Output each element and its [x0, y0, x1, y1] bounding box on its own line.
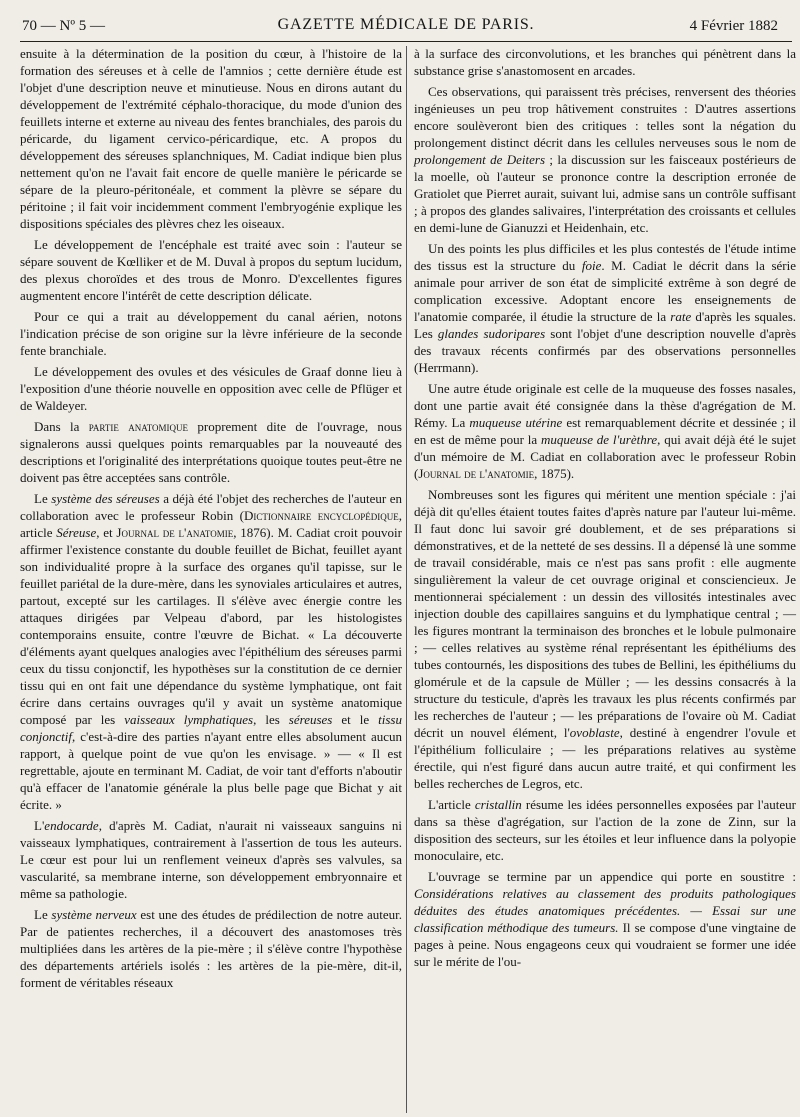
right-column	[414, 45, 796, 974]
header-rule	[20, 41, 792, 42]
page-number: 70 — Nº 5 —	[22, 18, 105, 34]
article-paragraph: Une autre étude originale est celle de la muqueuse des fosses nasales, dont une partie avait été consignée dans la thèse d'agrégation de M. Rémy. La muqueuse utérine est remarquablement décrite et dessinée ; il en est de même pour la muqueuse de l'urèthre, qui avait déjà été le sujet d'un mémoire de M. Cadiat en collaboration avec le professeur Robin (Journal de l'anatomie, 1875).	[414, 381, 797, 481]
article-paragraph: Le développement des ovules et des vésicules de Graaf donne lieu à l'exposition d'une théorie nouvelle en opposition avec celle de Pflüger et de Waldeyer.	[20, 364, 402, 413]
article-paragraph: à la surface des circonvolutions, et les branches qui pénètrent dans la substance grise s'anastomosent en arcades.	[414, 46, 796, 78]
page-header	[22, 14, 790, 36]
journal-title: GAZETTE MÉDICALE DE PARIS.	[277, 16, 535, 33]
issue-date: 4 Février 1882	[689, 18, 778, 34]
article-paragraph: Nombreuses sont les figures qui méritent une mention spéciale : j'ai déjà dit qu'elles étaient toutes faites d'après nature par l'auteur lui-même. Il faut donc lui savoir gré doublement, et de ses préparations si démonstratives, et de la netteté de ses dessins. Il a dépensé là une somme de travail considérable, mais ce n'est pas sans profit : elle augmente singulièrement la valeur de cet ouvrage original et consciencieux. Je mentionnerai spécialement : un dessin des villosités intestinales avec injection double des capillaires sanguins et du lymphatique central ; — les figures montrant la terminaison des bronches et le lobule pulmonaire ; — celles relatives au système rénal représentant les épithéliums des tubes contournés, les dispositions des tubes de Bellini, les épithéliums du glomérule et de la capsule de Müller ; — les dessins consacrés à la structure du testicule, d'après les travaux les plus récents confirmés par les recherches de l'auteur ; — les préparations de l'ovaire où M. Cadiat décrit un nouvel élément, l'ovoblaste, destiné à engendrer l'ovule et l'épithélium folliculaire ; — les préparations relatives au système érectile, qui n'est figuré dans aucun autre traité, et qui confirment les belles recherches de Legros, etc.	[414, 487, 796, 791]
article-paragraph: Le développement de l'encéphale est traité avec soin : l'auteur se sépare souvent de Kœlliker et de M. Duval à propos du septum lucidum, des plexus choroïdes et des trous de Monro. D'excellentes figures augmentent encore l'intérêt de cette description délicate.	[20, 237, 402, 303]
article-paragraph: ensuite à la détermination de la position du cœur, à l'histoire de la formation des séreuses et à celle de l'amnios ; cette dernière étude est l'objet d'une description neuve et minutieuse. Nous en dirons autant du développement de l'extrémité céphalo-thoracique, du mode d'union des feuillets interne et externe au niveau des fentes branchiales, des parois du péricarde, du ligament cervico-péricardique, etc. A propos du développement des séreuses splanchniques, M. Cadiat indique bien plus nettement qu'on ne l'avait fait encore de quelle manière le péricarde se sépare de la pleuro-péritonéale, et comment la plèvre se sépare du péritoine ; il fait voir incidemment comment l'embryogénie explique les dispositions spéciales des plèvres chez les oiseaux.	[20, 46, 402, 231]
article-paragraph: Le système nerveux est une des études de prédilection de notre auteur. Par de patientes recherches, il a découvert des anastomoses très multipliées dans les artères de la pie-mère ; il s'élève contre l'hypothèse des départements artériels isolés : les artères de la pie-mère, dit-il, forment de véritables réseaux	[20, 907, 402, 990]
article-paragraph: Ces observations, qui paraissent très précises, renversent des théories ingénieuses un peu trop hâtivement construites : D'autres assertions encore soulèveront bien des critiques : telles sont la négation du prolongement distinct décrit dans les cellules nerveuses sous le nom de prolongement de Deiters ; la discussion sur les faisceaux postérieurs de la moelle, où l'auteur se prononce contre la description erronée de Gratiolet que Pierret aurait, suivant lui, admise sans un contrôle suffisant ; à propos des glandes salivaires, l'interprétation des croissants et cellules en demi-lune de Gianuzzi et Heidenhain, etc.	[414, 84, 796, 235]
left-column	[20, 45, 402, 995]
article-paragraph: L'endocarde, d'après M. Cadiat, n'aurait ni vaisseaux sanguins ni vaisseaux lymphatiques, contrairement à l'assertion de tous les auteurs. Le cœur est pour lui un renflement veineux d'après ses valvules, sa vascularité, sa membrane interne, son développement embryonnaire et même sa pathologie.	[20, 818, 402, 901]
column-divider	[406, 46, 407, 1113]
article-paragraph: Un des points les plus difficiles et les plus contestés de l'étude intime des tissus est la structure du foie. M. Cadiat le décrit dans la série animale pour arriver de son état de simplicité extrême à son degré de complication excessive. Adoptant encore les enseignements de l'anatomie comparée, il étudie la structure de la rate d'après les squales. Les glandes sudoripares sont l'objet d'une description nouvelle d'après des travaux récents confirmés par des observations personnelles (Herrmann).	[414, 241, 797, 375]
article-paragraph: L'article cristallin résume les idées personnelles exposées par l'auteur dans sa thèse d'agrégation, sur l'action de la zone de Zinn, sur la disposition des secteurs, sur les étoiles et leur influence dans la polyopie monoculaire, etc.	[414, 797, 796, 863]
article-paragraph: L'ouvrage se termine par un appendice qui porte en soustitre : Considérations relatives au classement des produits pathologiques déduites des études anatomiques précédentes. — Essai sur une classification méthodique des tumeurs. Il se compose d'une vingtaine de pages à peine. Nous engageons ceux qui voudraient se former une idée sur le mérite de l'ou-	[414, 869, 796, 969]
article-paragraph: Dans la partie anatomique proprement dite de l'ouvrage, nous signalerons aussi quelques points remarquables par la nouveauté des descriptions et l'originalité des interprétations quoique toutes peut-être ne doivent pas être acceptées sans contrôle.	[20, 419, 402, 485]
article-paragraph: Le système des séreuses a déjà été l'objet des recherches de l'auteur en collaboration avec le professeur Robin (Dictionnaire encyclopédique, article Séreuse, et Journal de l'anatomie, 1876). M. Cadiat croit pouvoir affirmer l'existence constante du double feuillet de Bichat, feuillet ayant son individualité propre à la surface des organes qu'il tapisse, sur le feuillet pariétal de la dure-mère, dans les synoviales articulaires et autres, partout, excepté sur les cartilages. Il s'élève avec énergie contre les attaques dirigées par Velpeau d'abord, par les histologistes contemporains ensuite, contre l'œuvre de Bichat. « La découverte d'éléments ayant quelques analogies avec l'épithélium des séreuses parmi ceux du tissu conjonctif, les hypothèses sur la constitution de ce dernier tissu qui en ont fait une dépendance du système lymphatique, ont fait écrire dans certains ouvrages qu'il y avait un système anatomique composé par les vaisseaux lymphatiques, les séreuses et le tissu conjonctif, c'est-à-dire des parties n'ayant entre elles absolument aucun rapport, à quelque point de vue qu'on les envisage. » — « Il est regrettable, ajoute en terminant M. Cadiat, de voir tant d'efforts n'aboutir qu'à effacer de l'anatomie générale la plus belle page que Bichat y ait écrite. »	[20, 491, 402, 812]
article-paragraph: Pour ce qui a trait au développement du canal aérien, notons l'indication précise de son origine sur la lèvre inférieure de la seconde fente branchiale.	[20, 309, 402, 358]
